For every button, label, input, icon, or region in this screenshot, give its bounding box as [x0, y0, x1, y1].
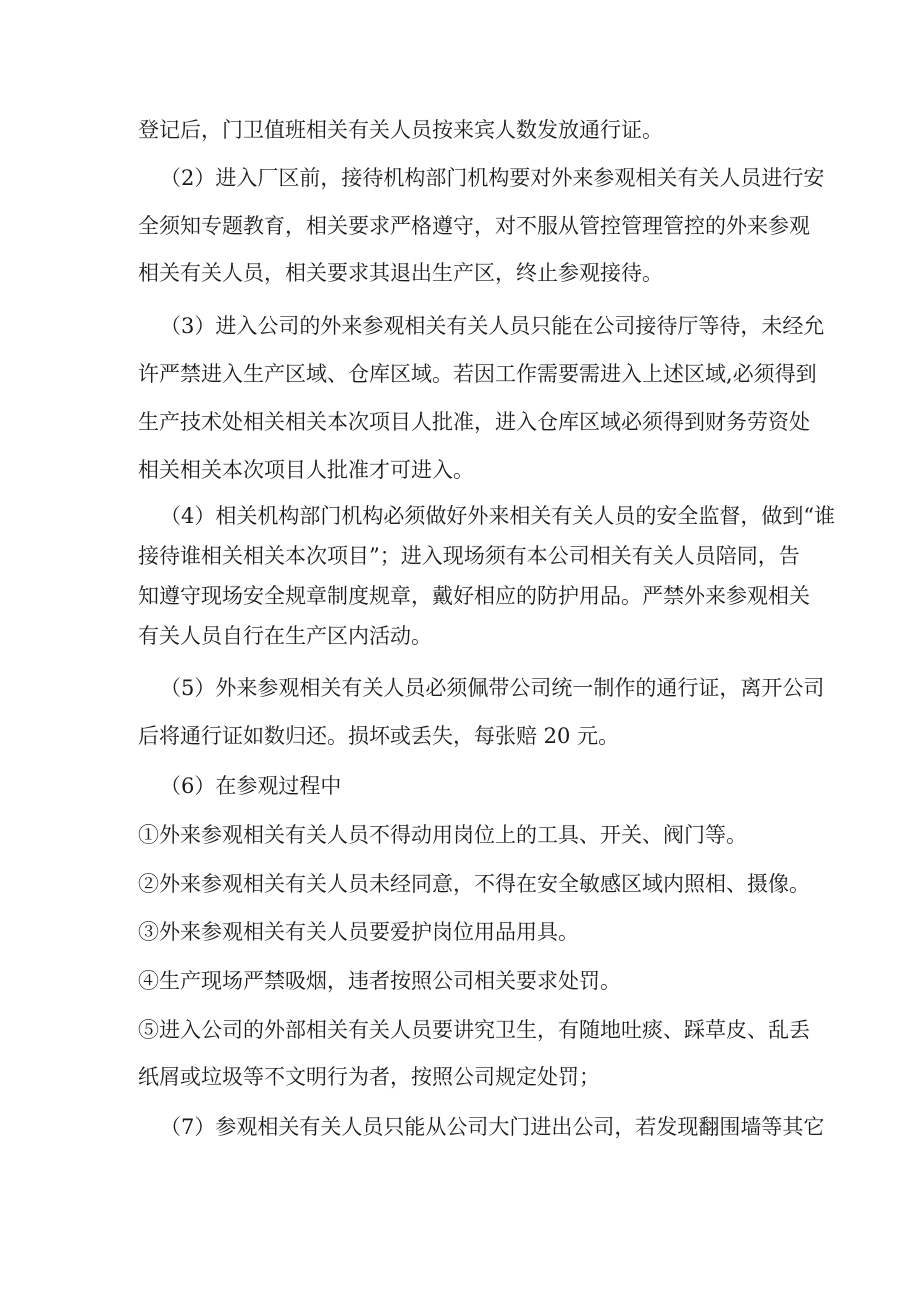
- text-line-17: ②外来参观相关有关人员未经同意，不得在安全敏感区域内照相、摄像。: [138, 872, 810, 896]
- text-line-6: 许严禁进入生产区域、仓库区域。若因工作需要需进入上述区域,必须得到: [138, 362, 817, 386]
- text-line-4: 相关有关人员，相关要求其退出生产区，终止参观接待。: [138, 261, 663, 285]
- text-line-8: 相关相关本次项目人批准才可进入。: [138, 458, 474, 482]
- text-line-14: 后将通行证如数归还。损坏或丢失，每张赔 20 元。: [138, 724, 620, 748]
- text-line-20: ⑤进入公司的外部相关有关人员要讲究卫生，有随地吐痰、踩草皮、乱丢: [138, 1018, 810, 1042]
- text-line-13: （5）外来参观相关有关人员必须佩带公司统一制作的通行证，离开公司: [160, 676, 825, 700]
- text-line-16: ①外来参观相关有关人员不得动用岗位上的工具、开关、阀门等。: [138, 823, 747, 847]
- text-line-12: 有关人员自行在生产区内活动。: [138, 624, 432, 648]
- text-line-21: 纸屑或垃圾等不文明行为者，按照公司规定处罚；: [138, 1065, 600, 1089]
- text-line-10: 接待谁相关相关本次项目”；进入现场须有本公司相关有关人员陪同，告: [138, 544, 800, 568]
- text-line-3: 全须知专题教育，相关要求严格遵守，对不服从管控管理管控的外来参观: [138, 214, 810, 238]
- text-line-18: ③外来参观相关有关人员要爱护岗位用品用具。: [138, 920, 579, 944]
- text-line-1: 登记后，门卫值班相关有关人员按来宾人数发放通行证。: [138, 118, 663, 142]
- text-line-19: ④生产现场严禁吸烟，违者按照公司相关要求处罚。: [138, 969, 621, 993]
- text-line-5: （3）进入公司的外来参观相关有关人员只能在公司接待厅等待，未经允: [160, 314, 825, 338]
- text-line-11: 知遵守现场安全规章制度规章，戴好相应的防护用品。严禁外来参观相关: [138, 584, 810, 608]
- text-line-22: （7）参观相关有关人员只能从公司大门进出公司，若发现翻围墙等其它: [160, 1115, 825, 1139]
- text-line-15: （6）在参观过程中: [160, 774, 342, 798]
- text-line-7: 生产技术处相关相关本次项目人批准，进入仓库区域必须得到财务劳资处: [138, 410, 810, 434]
- text-line-2: （2）进入厂区前，接待机构部门机构要对外来参观相关有关人员进行安: [160, 166, 825, 190]
- text-line-9: （4）相关机构部门机构必须做好外来相关有关人员的安全监督，做到“谁: [160, 504, 836, 528]
